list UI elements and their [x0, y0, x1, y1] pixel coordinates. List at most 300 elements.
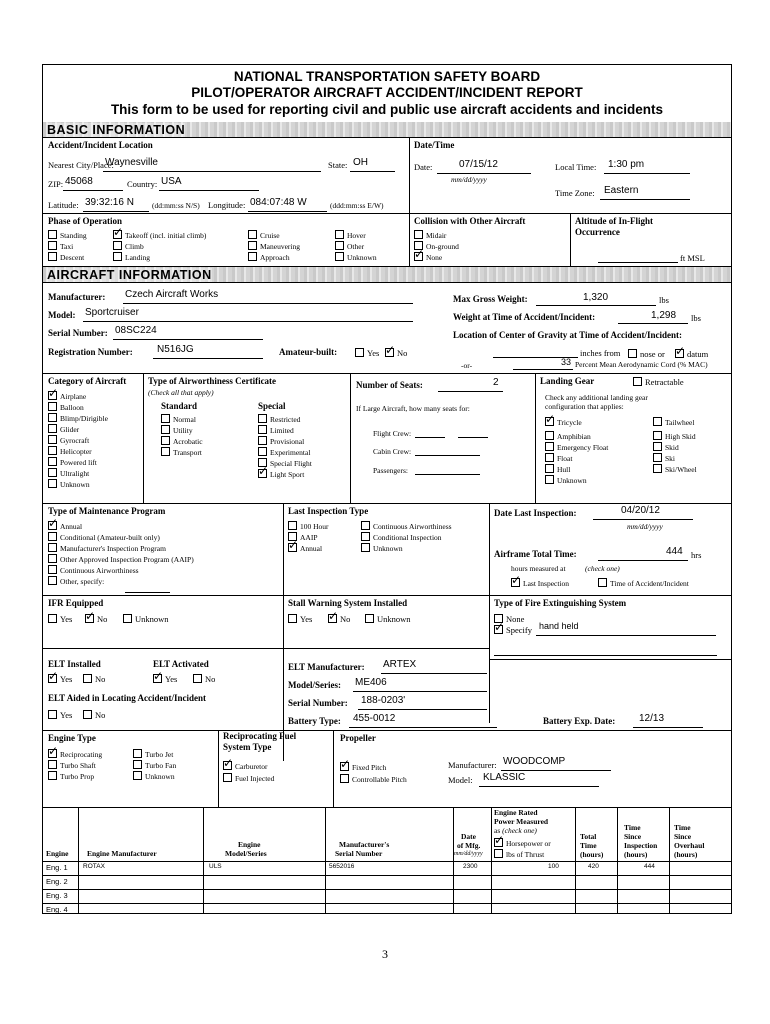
zip-value[interactable]: 45068: [65, 176, 93, 187]
maint-continuous-airworthiness-checkbox[interactable]: [48, 565, 139, 575]
country-value[interactable]: USA: [161, 176, 182, 187]
serial-value[interactable]: 08SC224: [115, 325, 157, 336]
engine-row-1-serial[interactable]: 5652016: [329, 863, 355, 870]
elt-mfr-value[interactable]: ARTEX: [383, 659, 417, 670]
aircraft-info-section-bar: [43, 267, 731, 282]
certstd-option-label: Normal: [173, 415, 196, 424]
certspec-restricted-checkbox[interactable]: [258, 414, 300, 424]
stall-no-label: No: [340, 614, 351, 624]
report-form: [42, 64, 732, 914]
coll-option-label: None: [426, 253, 443, 262]
th-power-hp-label: Horsepower: [506, 839, 543, 848]
elt-mfr-label: ELT Manufacturer:: [288, 662, 365, 672]
longitude-label: Longitude:: [208, 200, 246, 210]
lastinsp-option-label: AAIP: [300, 533, 318, 542]
fire-specify-value[interactable]: hand held: [539, 621, 579, 631]
latitude-format: (dd:mm:ss N/S): [152, 201, 200, 210]
cat-balloon-checkbox[interactable]: [48, 402, 84, 412]
lastinsp-unknown-checkbox[interactable]: [361, 543, 403, 553]
max-gross-weight-value[interactable]: 1,320: [583, 292, 609, 303]
latitude-value[interactable]: 39:32:16 N: [85, 197, 134, 208]
altitude-unit: ft MSL: [680, 253, 705, 263]
date-last-insp-format: mm/dd/yyyy: [627, 522, 663, 531]
th-tso-2: Since: [674, 832, 692, 841]
gear-ski-wheel-checkbox[interactable]: [653, 464, 697, 474]
aircraft-info-heading: AIRCRAFT INFORMATION: [47, 268, 212, 282]
ifr-heading: IFR Equipped: [48, 598, 104, 608]
wt-unit: lbs: [691, 313, 701, 323]
engine-row-1-eng: Eng. 1: [46, 863, 68, 872]
th-tso-1: Time: [674, 823, 691, 832]
gear-option-label: High Skid: [665, 432, 696, 441]
gear-option-label: Tricycle: [557, 418, 582, 427]
country-label: Country:: [127, 179, 158, 189]
stall-unknown-label: Unknown: [377, 614, 411, 624]
phase-option-label: Unknown: [347, 253, 377, 262]
header-instructions: This form to be used for reporting civil and public use aircraft accidents and incidents: [110, 102, 664, 117]
header-form-title: PILOT/OPERATOR AIRCRAFT ACCIDENT/INCIDENT REPORT: [191, 85, 583, 100]
engtype-option-label: Turbo Prop: [60, 772, 95, 781]
cat-option-label: Glider: [60, 425, 80, 434]
engtype-option-label: Reciprocating: [60, 750, 103, 759]
city-value[interactable]: Waynesville: [105, 157, 158, 168]
cat-gyrocraft-checkbox[interactable]: [48, 435, 89, 445]
coll-none-checkbox[interactable]: [414, 252, 442, 262]
mgw-unit: lbs: [659, 295, 669, 305]
prop-fixed[interactable]: [340, 762, 386, 772]
lastinsp-option-label: Unknown: [373, 544, 403, 553]
engine-row-3-eng: Eng. 3: [46, 891, 68, 900]
amateur-built-label: Amateur-built:: [279, 347, 338, 357]
elt-model-value[interactable]: ME406: [355, 677, 387, 688]
phase-heading: Phase of Operation: [48, 216, 122, 226]
airframe-last-insp-label: Last Inspection: [523, 579, 570, 588]
cat-ultralight-checkbox[interactable]: [48, 468, 89, 478]
cat-option-label: Unknown: [60, 480, 90, 489]
state-value[interactable]: OH: [353, 157, 368, 168]
lastinsp-100-hour-checkbox[interactable]: [288, 521, 329, 531]
cat-airplane-checkbox[interactable]: [48, 391, 86, 401]
airframe-value[interactable]: 444: [666, 546, 683, 557]
phase-option-label: Standing: [60, 231, 87, 240]
engtype-option-label: Turbo Jet: [145, 750, 174, 759]
cat-unknown-checkbox[interactable]: [48, 479, 90, 489]
battery-exp-value[interactable]: 12/13: [639, 713, 665, 724]
phase-maneuvering-checkbox[interactable]: [248, 241, 300, 251]
prop-controllable[interactable]: [340, 774, 407, 784]
cat-blimp-dirigible-checkbox[interactable]: [48, 413, 108, 423]
seats-value[interactable]: 2: [493, 377, 499, 388]
date-label: Date:: [414, 162, 433, 172]
stall-yes-label: Yes: [300, 614, 313, 624]
gear-heading: Landing Gear: [540, 376, 595, 386]
collision-heading: Collision with Other Aircraft: [414, 216, 526, 226]
phase-hover-checkbox[interactable]: [335, 230, 366, 240]
engine-row-1-model[interactable]: ULS: [209, 863, 222, 870]
phase-option-label: Hover: [347, 231, 366, 240]
elt-aided-no-label: No: [95, 710, 106, 720]
stall-yes[interactable]: [288, 614, 312, 624]
th-tso-3: Overhaul: [674, 841, 705, 850]
header-agency: NATIONAL TRANSPORTATION SAFETY BOARD: [233, 69, 541, 84]
elt-installed-yes[interactable]: [48, 674, 72, 684]
maint-option-label: Annual: [60, 522, 83, 531]
gear-float-checkbox[interactable]: [545, 453, 572, 463]
phase-taxi-checkbox[interactable]: [48, 241, 73, 251]
engtype-reciprocating-checkbox[interactable]: [48, 749, 102, 759]
th-power-lbs[interactable]: [494, 849, 544, 859]
max-gross-weight-label: Max Gross Weight:: [453, 294, 528, 304]
date-last-insp-label: Date Last Inspection:: [494, 508, 577, 518]
gear-option-label: Ski: [665, 454, 676, 463]
seats-label: Number of Seats:: [356, 380, 423, 390]
category-heading: Category of Aircraft: [48, 376, 127, 386]
elt-activated-no[interactable]: [193, 674, 215, 684]
th-power-lbs-label: lbs of Thrust: [506, 850, 545, 859]
gear-hull-checkbox[interactable]: [545, 464, 570, 474]
lastinsp-option-label: Annual: [300, 544, 323, 553]
certstd-normal-checkbox[interactable]: [161, 414, 196, 424]
fuel-fuel-injected-checkbox[interactable]: [223, 773, 274, 783]
stall-unknown[interactable]: [365, 614, 411, 624]
gear-retractable[interactable]: [633, 377, 684, 387]
battery-exp-label: Battery Exp. Date:: [543, 716, 616, 726]
cat-option-label: Ultralight: [60, 469, 90, 478]
fuel-heading-1: Reciprocating Fuel: [223, 731, 297, 741]
cert-standard-heading: Standard: [161, 401, 198, 411]
elt-installed-no[interactable]: [83, 674, 105, 684]
th-model-2: Model/Series: [225, 849, 267, 858]
certspec-option-label: Restricted: [270, 415, 301, 424]
engine-row-1-date[interactable]: 2300: [463, 863, 478, 870]
stall-no[interactable]: [328, 614, 350, 624]
phase-descent-checkbox[interactable]: [48, 252, 84, 262]
th-serial-1: Manufacturer's: [339, 840, 390, 849]
engine-row-1-mfr[interactable]: ROTAX: [83, 863, 105, 870]
fuel-carburetor-checkbox[interactable]: [223, 761, 268, 771]
certstd-option-label: Utility: [173, 426, 193, 435]
elt-aided-heading: ELT Aided in Locating Accident/Incident: [48, 693, 207, 703]
propeller-heading: Propeller: [340, 733, 376, 743]
elt-activated-no-label: No: [205, 674, 216, 684]
maint-annual-checkbox[interactable]: [48, 521, 82, 531]
fire-heading: Type of Fire Extinguishing System: [494, 598, 627, 608]
maint-option-label: Manufacturer's Inspection Program: [60, 544, 166, 553]
cabin-crew-label: Cabin Crew:: [373, 447, 412, 456]
elt-aided-no[interactable]: [83, 710, 105, 720]
prop-fixed-label: Fixed Pitch: [352, 763, 387, 772]
th-date-3: mm/dd/yyyy: [454, 851, 483, 857]
cat-helicopter-checkbox[interactable]: [48, 446, 92, 456]
th-tsi-3: Inspection: [624, 841, 658, 850]
timezone-label: Time Zone:: [555, 188, 595, 198]
lastinsp-option-label: 100 Hour: [300, 522, 329, 531]
gear-amphibian-checkbox[interactable]: [545, 431, 591, 441]
page-number: 3: [382, 947, 388, 961]
th-tso-4: (hours): [674, 850, 698, 859]
gear-tailwheel-checkbox[interactable]: [653, 417, 694, 427]
gear-note-1: Check any additional landing gear: [545, 393, 648, 402]
maint-manufacturer-s-inspection-program-checkbox[interactable]: [48, 543, 166, 553]
th-power-2: Power Measured: [494, 817, 549, 826]
engtype-option-label: Unknown: [145, 772, 175, 781]
certspec-option-label: Special Flight: [270, 459, 312, 468]
engtype-turbo-shaft-checkbox[interactable]: [48, 760, 96, 770]
elt-aided-yes-label: Yes: [60, 710, 73, 720]
phase-option-label: Taxi: [60, 242, 74, 251]
manufacturer-label: Manufacturer:: [48, 292, 106, 302]
maint-option-label: Continuous Airworthiness: [60, 566, 139, 575]
phase-option-label: Takeoff (incl. initial climb): [125, 231, 207, 240]
lastinsp-conditional-inspection-checkbox[interactable]: [361, 532, 442, 542]
cat-option-label: Powered lift: [60, 458, 97, 467]
prop-mfr-value[interactable]: WOODCOMP: [503, 756, 566, 767]
phase-takeoff-incl-initial-climb-checkbox[interactable]: [113, 230, 206, 240]
battery-type-label: Battery Type:: [288, 716, 341, 726]
cg-inches-label: inches from: [580, 348, 621, 358]
elt-aided-yes[interactable]: [48, 710, 72, 720]
engtype-option-label: Turbo Fan: [145, 761, 177, 770]
amateur-no-label: No: [397, 348, 408, 358]
cat-option-label: Helicopter: [60, 447, 92, 456]
coll-midair-checkbox[interactable]: [414, 230, 446, 240]
phase-landing-checkbox[interactable]: [113, 252, 150, 262]
serial-label: Serial Number:: [48, 328, 108, 338]
battery-type-value[interactable]: 455-0012: [353, 713, 396, 724]
basic-info-heading: BASIC INFORMATION: [47, 123, 186, 137]
passengers-label: Passengers:: [373, 466, 408, 475]
certspec-light-sport-checkbox[interactable]: [258, 469, 304, 479]
fuel-option-label: Fuel Injected: [235, 774, 275, 783]
fuel-option-label: Carburetor: [235, 762, 268, 771]
cat-glider-checkbox[interactable]: [48, 424, 79, 434]
timezone-value[interactable]: Eastern: [604, 185, 639, 196]
lastinsp-option-label: Continuous Airworthiness: [373, 522, 452, 531]
engine-row-2-eng: Eng. 2: [46, 877, 68, 886]
airframe-time-of-accident[interactable]: [598, 578, 689, 588]
phase-climb-checkbox[interactable]: [113, 241, 144, 251]
certspec-option-label: Limited: [270, 426, 294, 435]
th-power-as: as: [494, 826, 501, 835]
certspec-limited-checkbox[interactable]: [258, 425, 294, 435]
certstd-transport-checkbox[interactable]: [161, 447, 202, 457]
model-label: Model:: [48, 310, 76, 320]
registration-label: Registration Number:: [48, 347, 133, 357]
certspec-option-label: Provisional: [270, 437, 305, 446]
prop-model-value[interactable]: KLASSIC: [483, 772, 526, 783]
elt-installed-yes-label: Yes: [60, 674, 73, 684]
phase-cruise-checkbox[interactable]: [248, 230, 280, 240]
fuel-heading-2: System Type: [223, 742, 272, 752]
airframe-unit: hrs: [691, 550, 702, 560]
maint-conditional-amateur-built-only-checkbox[interactable]: [48, 532, 160, 542]
cg-datum-label: datum: [687, 349, 709, 359]
engtype-unknown-checkbox[interactable]: [133, 771, 175, 781]
local-time-value[interactable]: 1:30 pm: [608, 159, 645, 170]
state-label: State:: [328, 160, 348, 170]
airframe-measured-label: hours measured at: [511, 564, 566, 573]
th-tt-2: Time: [580, 841, 597, 850]
cat-option-label: Balloon: [60, 403, 84, 412]
cg-mac-value[interactable]: 33: [561, 357, 572, 367]
th-engine-mfr: Engine Manufacturer: [87, 849, 157, 858]
airframe-last-insp[interactable]: [511, 578, 569, 588]
elt-activated-heading: ELT Activated: [153, 659, 209, 669]
certstd-acrobatic-checkbox[interactable]: [161, 436, 203, 446]
cert-heading: Type of Airworthiness Certificate: [148, 376, 277, 386]
fire-specify[interactable]: [494, 625, 532, 635]
gear-ski-checkbox[interactable]: [653, 453, 675, 463]
th-tsi-4: (hours): [624, 850, 648, 859]
ifr-yes[interactable]: [48, 614, 72, 624]
last-insp-heading: Last Inspection Type: [288, 506, 369, 516]
manufacturer-value[interactable]: Czech Aircraft Works: [125, 289, 219, 300]
ifr-unknown[interactable]: [123, 614, 169, 624]
phase-option-label: Descent: [60, 253, 85, 262]
certstd-option-label: Acrobatic: [173, 437, 203, 446]
lastinsp-annual-checkbox[interactable]: [288, 543, 322, 553]
engine-row-1-power[interactable]: 100: [548, 863, 559, 870]
ifr-unknown-label: Unknown: [135, 614, 169, 624]
th-tsi-2: Since: [624, 832, 642, 841]
gear-high-skid-checkbox[interactable]: [653, 431, 696, 441]
elt-activated-yes[interactable]: [153, 674, 177, 684]
city-label: Nearest City/Place:: [48, 160, 114, 170]
engine-type-heading: Engine Type: [48, 733, 96, 743]
date-format: mm/dd/yyyy: [451, 175, 487, 184]
gear-emergency-float-checkbox[interactable]: [545, 442, 608, 452]
cat-option-label: Gyrocraft: [60, 436, 90, 445]
elt-serial-label: Serial Number:: [288, 698, 348, 708]
cg-or: or: [657, 349, 665, 359]
th-power-hp[interactable]: [494, 838, 551, 848]
certspec-experimental-checkbox[interactable]: [258, 447, 310, 457]
coll-option-label: On-ground: [426, 242, 459, 251]
phase-standing-checkbox[interactable]: [48, 230, 87, 240]
datetime-heading: Date/Time: [414, 140, 455, 150]
elt-serial-value[interactable]: 188-0203': [361, 695, 406, 706]
cert-note: (Check all that apply): [148, 388, 214, 397]
th-power-or: or: [544, 839, 551, 848]
cg-or-separator: -or-: [461, 361, 473, 370]
certspec-option-label: Light Sport: [270, 470, 305, 479]
engine-row-4-eng: Eng. 4: [46, 905, 68, 914]
certstd-utility-checkbox[interactable]: [161, 425, 193, 435]
cat-powered-lift-checkbox[interactable]: [48, 457, 97, 467]
cg-nose-label: nose: [640, 349, 656, 359]
phase-option-label: Approach: [260, 253, 290, 262]
prop-mfr-label: Manufacturer:: [448, 760, 497, 770]
engtype-turbo-jet-checkbox[interactable]: [133, 749, 173, 759]
maint-other-specify-checkbox[interactable]: [48, 576, 104, 586]
registration-value[interactable]: N516JG: [157, 344, 194, 355]
cat-option-label: Airplane: [60, 392, 87, 401]
amateur-no[interactable]: [385, 348, 407, 358]
amateur-yes-label: Yes: [367, 348, 380, 358]
gear-unknown-checkbox[interactable]: [545, 475, 587, 485]
certspec-provisional-checkbox[interactable]: [258, 436, 304, 446]
cat-option-label: Blimp/Dirigible: [60, 414, 108, 423]
weight-at-time-value[interactable]: 1,298: [651, 310, 677, 321]
certspec-option-label: Experimental: [270, 448, 311, 457]
model-value[interactable]: Sportcruiser: [85, 307, 139, 318]
engine-row-1-tt[interactable]: 420: [588, 863, 599, 870]
th-model-1: Engine: [238, 840, 261, 849]
cg-nose[interactable]: [628, 349, 665, 359]
gear-skid-checkbox[interactable]: [653, 442, 679, 452]
airframe-check-note: (check one): [585, 564, 620, 573]
th-serial-2: Serial Number: [335, 849, 383, 858]
th-engine: Engine: [46, 849, 69, 858]
gear-option-label: Unknown: [557, 476, 587, 485]
engine-row-1-tsi[interactable]: 444: [644, 863, 655, 870]
gear-retractable-label: Retractable: [645, 377, 684, 387]
phase-option-label: Other: [347, 242, 365, 251]
airframe-label: Airframe Total Time:: [494, 549, 577, 559]
date-last-insp-value[interactable]: 04/20/12: [621, 505, 660, 516]
weight-at-time-label: Weight at Time of Accident/Incident:: [453, 312, 596, 322]
phase-unknown-checkbox[interactable]: [335, 252, 377, 262]
prop-controllable-label: Controllable Pitch: [352, 775, 407, 784]
altitude-heading-2: Occurrence: [575, 227, 620, 237]
th-date-1: Date: [461, 832, 476, 841]
latitude-label: Latitude:: [48, 200, 79, 210]
ifr-no-label: No: [97, 614, 108, 624]
engtype-turbo-prop-checkbox[interactable]: [48, 771, 94, 781]
gear-option-label: Emergency Float: [557, 443, 609, 452]
amateur-yes[interactable]: [355, 348, 379, 358]
longitude-format: (ddd:mm:ss E/W): [330, 201, 384, 210]
gear-option-label: Float: [557, 454, 573, 463]
engtype-option-label: Turbo Shaft: [60, 761, 96, 770]
engtype-turbo-fan-checkbox[interactable]: [133, 760, 176, 770]
maint-option-label: Other, specify:: [60, 577, 105, 586]
elt-activated-yes-label: Yes: [165, 674, 178, 684]
gear-tricycle-checkbox[interactable]: [545, 417, 582, 427]
phase-option-label: Maneuvering: [260, 242, 300, 251]
phase-option-label: Landing: [125, 253, 150, 262]
longitude-value[interactable]: 084:07:48 W: [250, 197, 307, 208]
maint-heading: Type of Maintenance Program: [48, 506, 166, 516]
th-date-2: of Mfg.: [457, 841, 481, 850]
flight-crew-label: Flight Crew:: [373, 429, 412, 438]
altitude-heading-1: Altitude of In-Flight: [575, 216, 654, 226]
prop-model-label: Model:: [448, 775, 473, 785]
lastinsp-continuous-airworthiness-checkbox[interactable]: [361, 521, 452, 531]
lastinsp-option-label: Conditional Inspection: [373, 533, 442, 542]
phase-approach-checkbox[interactable]: [248, 252, 290, 262]
th-tsi-1: Time: [624, 823, 641, 832]
maint-option-label: Other Approved Inspection Program (AAIP): [60, 555, 194, 564]
phase-option-label: Climb: [125, 242, 144, 251]
phase-other-checkbox[interactable]: [335, 241, 364, 251]
cg-datum[interactable]: [675, 349, 708, 359]
cg-mac-label: Percent Mean Aerodynamic Cord (% MAC): [575, 360, 708, 369]
elt-installed-heading: ELT Installed: [48, 659, 101, 669]
location-heading: Accident/Incident Location: [48, 140, 153, 150]
maint-other-approved-inspection-program-aaip-checkbox[interactable]: [48, 554, 194, 564]
local-time-label: Local Time:: [555, 162, 597, 172]
large-aircraft-note: If Large Aircraft, how many seats for:: [356, 404, 470, 413]
ifr-no[interactable]: [85, 614, 107, 624]
th-tt-3: (hours): [580, 850, 604, 859]
gear-option-label: Tailwheel: [665, 418, 695, 427]
th-power-check: (check one): [502, 826, 537, 835]
coll-option-label: Midair: [426, 231, 447, 240]
date-value[interactable]: 07/15/12: [459, 159, 498, 170]
elt-installed-no-label: No: [95, 674, 106, 684]
maint-option-label: Conditional (Amateur-built only): [60, 533, 160, 542]
